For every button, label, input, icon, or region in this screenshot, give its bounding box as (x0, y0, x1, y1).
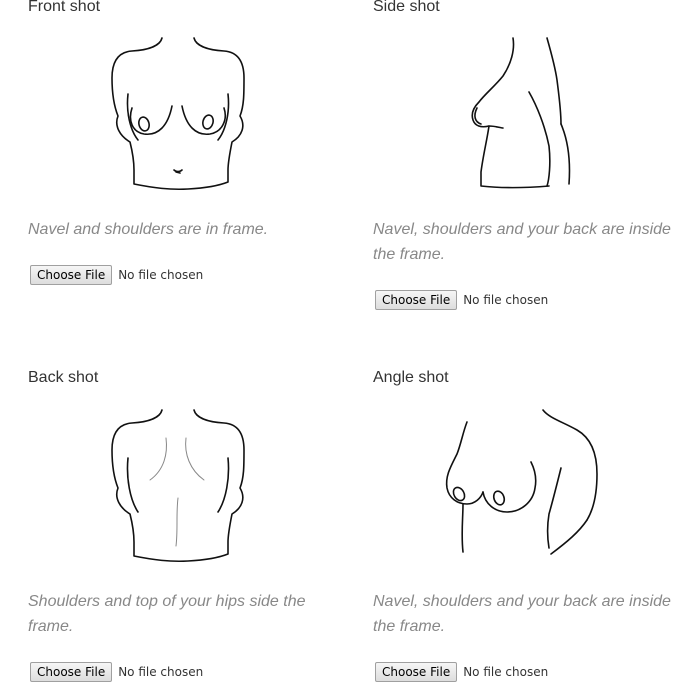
choose-file-button[interactable]: Choose File (375, 290, 457, 310)
side-shot-upload (375, 290, 548, 310)
file-status-label: No file chosen (118, 665, 204, 679)
angle-shot-section (373, 368, 673, 678)
side-shot-illustration (469, 36, 579, 192)
file-status-label: No file chosen (463, 665, 549, 679)
front-shot-title: Front shot (28, 0, 101, 15)
front-shot-hint: Navel and shoulders are in frame. (28, 221, 269, 238)
file-status-label: No file chosen (118, 268, 204, 282)
choose-file-button[interactable]: Choose File (30, 265, 112, 285)
angle-shot-hint: Navel, shoulders and your back are inside the frame. (373, 593, 671, 635)
angle-shot-title: Angle shot (373, 369, 449, 386)
choose-file-button[interactable]: Choose File (30, 662, 112, 682)
side-shot-hint: Navel, shoulders and your back are inside the frame. (373, 221, 671, 263)
back-shot-upload (30, 662, 203, 682)
back-shot-illustration (110, 408, 246, 564)
front-shot-section (28, 0, 328, 300)
angle-shot-illustration (443, 408, 603, 564)
back-shot-section (28, 368, 328, 678)
side-shot-title: Side shot (373, 0, 440, 15)
back-shot-title: Back shot (28, 369, 99, 386)
angle-shot-upload (375, 662, 548, 682)
side-shot-section (373, 0, 673, 320)
front-shot-illustration (110, 36, 246, 192)
file-status-label: No file chosen (463, 293, 549, 307)
front-shot-upload (30, 265, 203, 285)
back-shot-hint: Shoulders and top of your hips side the frame. (28, 593, 306, 635)
choose-file-button[interactable]: Choose File (375, 662, 457, 682)
